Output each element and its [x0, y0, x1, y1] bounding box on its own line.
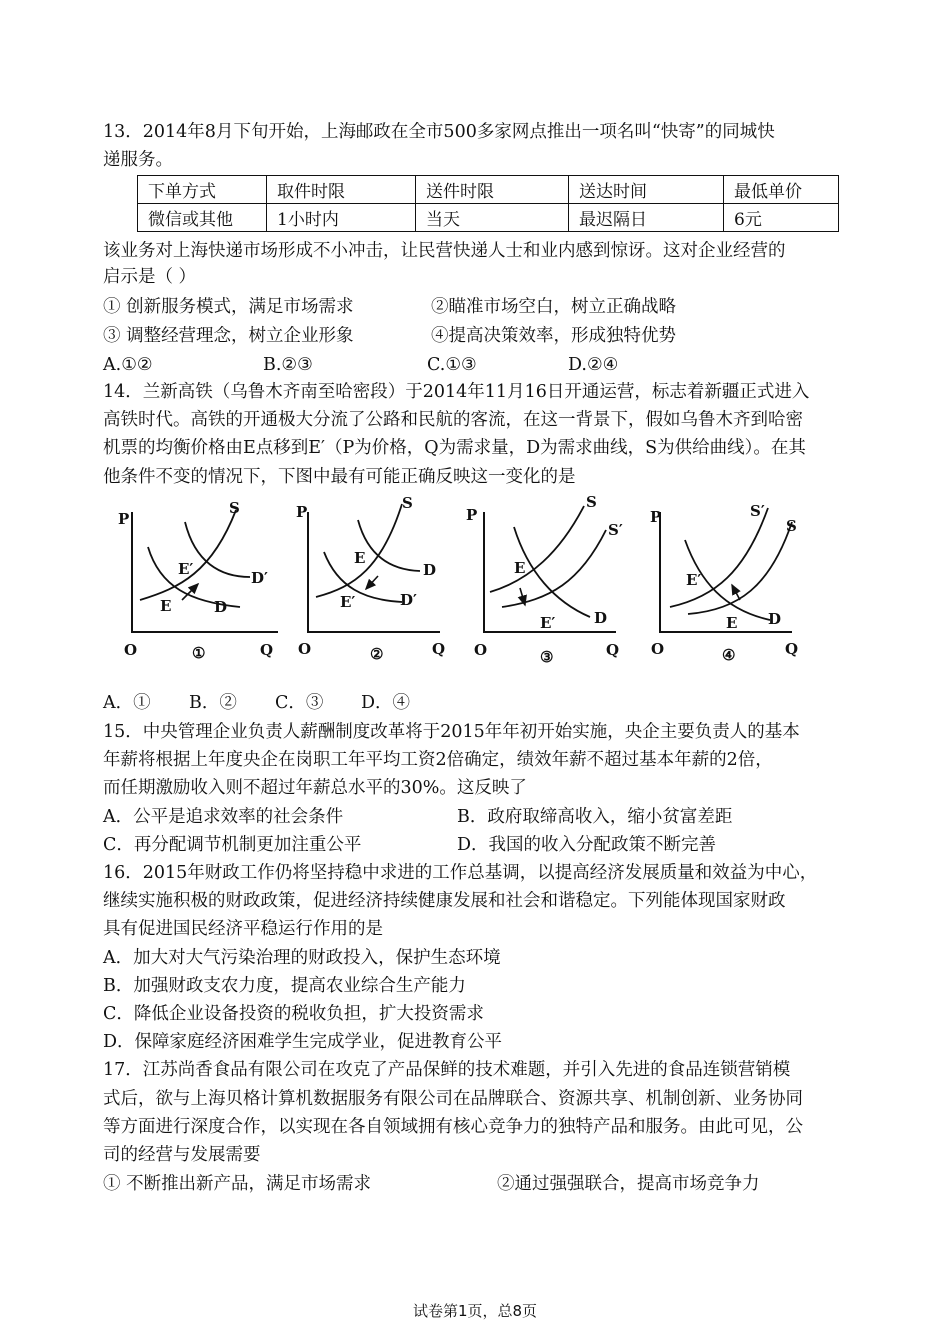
q13-stem-line1: 13．2014年8月下旬开始，上海邮政在全市500多家网点推出一项名叫“快寄”的同城快	[103, 122, 775, 142]
q13-option-b[interactable]: B.②③	[263, 355, 313, 375]
graph-4-curve-label-1: S′	[750, 502, 765, 520]
q16-stem-line2: 继续实施积极的财政政策，促进经济持续健康发展和社会和谐稳定。下列能体现国家财政	[103, 891, 786, 911]
q15-option-d[interactable]: D．我国的收入分配政策不断完善	[457, 835, 717, 855]
graph-2-p-label: P	[296, 503, 308, 521]
table-header-row	[138, 176, 839, 204]
graph-3-q-label: Q	[606, 641, 620, 659]
table-cell: 当天	[416, 204, 569, 232]
graph-1	[118, 499, 278, 662]
table-header-cell: 送件时限	[416, 176, 569, 204]
graph-1-number: ①	[192, 644, 206, 662]
graph-3-point-label-1: E	[514, 559, 526, 577]
q16-option-d[interactable]: D．保障家庭经济困难学生完成学业，促进教育公平	[103, 1032, 503, 1052]
q17-statement-1: ① 不断推出新产品，满足市场需求	[103, 1174, 372, 1194]
graph-2-number: ②	[370, 645, 384, 663]
q14-option-c[interactable]: C．③	[275, 693, 324, 713]
table-header-cell: 取件时限	[267, 176, 416, 204]
table-header-cell: 最低单价	[724, 176, 839, 204]
graph-4-supply-curve	[688, 522, 792, 614]
graph-4-curve-label-3: D	[768, 610, 782, 628]
graph-2-axes	[308, 512, 440, 632]
graph-4-p-label: P	[650, 508, 662, 526]
graph-3-curve-label-2: S′	[608, 521, 623, 539]
table-cell: 最迟隔日	[569, 204, 724, 232]
q14-option-d[interactable]: D．④	[361, 693, 411, 713]
graph-4	[650, 502, 798, 664]
graph-2-shift-arrow	[366, 576, 378, 589]
q15-stem-line2: 年薪将根据上年度央企在岗职工年平均工资2倍确定，绩效年薪不超过基本年薪的2倍，	[103, 750, 773, 770]
q16-option-c[interactable]: C．降低企业设备投资的税收负担，扩大投资需求	[103, 1004, 484, 1024]
graph-4-point-label-2: E	[726, 614, 738, 632]
graph-2-o-label: O	[298, 640, 312, 658]
graph-3-point-label-2: E′	[540, 614, 556, 632]
graph-2-curve-label-3: D′	[400, 591, 417, 609]
graphs-svg	[110, 492, 810, 677]
graph-1-supply-curve	[140, 510, 236, 600]
table-cell: 1小时内	[267, 204, 416, 232]
q13-statement-4: ④提高决策效率，形成独特优势	[431, 326, 676, 346]
q17-stem-line1: 17．江苏尚香食品有限公司在攻克了产品保鲜的技术难题，并引入先进的食品连锁营销模	[103, 1060, 791, 1080]
q14-stem-line4: 他条件不变的情况下，下图中最有可能正确反映这一变化的是	[103, 467, 576, 487]
q15-stem-line3: 而任期激励收入则不超过年薪总水平的30%。这反映了	[103, 778, 527, 798]
graph-1-point-label-1: E′	[178, 560, 194, 578]
q13-statement-2: ②瞄准市场空白，树立正确战略	[431, 297, 676, 317]
graph-4-number: ④	[722, 646, 736, 664]
table-cell: 6元	[724, 204, 839, 232]
graph-1-demand-curve-shifted	[185, 522, 250, 577]
graph-2-curve-label-2: D	[423, 561, 437, 579]
graph-2-curve-label-1: S	[402, 494, 413, 512]
graph-4-q-label: Q	[785, 640, 799, 658]
graph-1-point-label-2: E	[160, 597, 172, 615]
table-header-cell: 下单方式	[138, 176, 267, 204]
graph-4-point-label-1: E′	[686, 571, 702, 589]
graph-3-p-label: P	[466, 506, 478, 524]
graph-1-q-label: Q	[260, 641, 274, 659]
graph-1-curve-label-1: S	[229, 499, 240, 517]
supply-demand-graphs	[110, 492, 810, 677]
q13-option-a[interactable]: A.①②	[103, 355, 153, 375]
q14-stem-line1: 14．兰新高铁（乌鲁木齐南至哈密段）于2014年11月16日开通运营，标志着新疆正式进入	[103, 382, 810, 402]
q17-stem-line3: 等方面进行深度合作，以实现在各自领域拥有核心竞争力的独特产品和服务。由此可见，公	[103, 1117, 803, 1137]
graph-2-point-label-1: E	[354, 549, 366, 567]
q17-statement-2: ②通过强强联合，提高市场竞争力	[497, 1174, 760, 1194]
graph-4-curve-label-2: S	[786, 517, 797, 535]
q16-stem-line1: 16．2015年财政工作仍将坚持稳中求进的工作总基调，以提高经济发展质量和效益为中心，	[103, 863, 818, 883]
graph-3	[466, 493, 623, 666]
graph-1-curve-label-2: D′	[251, 569, 268, 587]
q16-option-a[interactable]: A．加大对大气污染治理的财政投入，保护生态环境	[103, 948, 501, 968]
graph-1-curve-label-3: D	[214, 598, 228, 616]
graph-2	[296, 494, 445, 663]
graph-2-demand-curve	[358, 520, 420, 571]
q15-stem-line1: 15．中央管理企业负责人薪酬制度改革将于2015年年初开始实施，央企主要负责人的基本	[103, 722, 800, 742]
q15-option-b[interactable]: B．政府取缔高收入，缩小贫富差距	[457, 807, 733, 827]
graph-3-o-label: O	[474, 641, 488, 659]
q13-stem-line4: 启示是（ ）	[103, 267, 197, 287]
graph-2-q-label: Q	[432, 640, 446, 658]
table-row	[138, 204, 839, 232]
q15-option-c[interactable]: C．再分配调节机制更加注重公平	[103, 835, 362, 855]
graph-3-curve-label-3: D	[594, 609, 608, 627]
table-header-cell: 送达时间	[569, 176, 724, 204]
q13-service-table	[137, 175, 839, 232]
q13-stem-line3: 该业务对上海快递市场形成不小冲击，让民营快递人士和业内感到惊讶。这对企业经营的	[103, 241, 786, 261]
graph-4-o-label: O	[651, 640, 665, 658]
graph-2-point-label-2: E′	[340, 593, 356, 611]
graph-4-supply-curve-shifted	[670, 508, 768, 607]
graph-4-shift-arrow	[732, 585, 740, 600]
page-footer: 试卷第1页，总8页	[412, 1302, 538, 1320]
q13-statement-1: ① 创新服务模式，满足市场需求	[103, 297, 354, 317]
q16-option-b[interactable]: B．加强财政支农力度，提高农业综合生产能力	[103, 976, 466, 996]
q13-option-d[interactable]: D.②④	[568, 355, 619, 375]
q13-option-c[interactable]: C.①③	[427, 355, 477, 375]
graph-3-number: ③	[540, 648, 554, 666]
q14-option-a[interactable]: A．①	[103, 693, 151, 713]
graph-3-curve-label-1: S	[586, 493, 597, 511]
q17-stem-line4: 司的经营与发展需要	[103, 1145, 261, 1165]
graph-1-p-label: P	[118, 510, 130, 528]
q13-stem-line2: 递服务。	[103, 150, 173, 170]
q14-stem-line3: 机票的均衡价格由E点移到E′（P为价格，Q为需求量，D为需求曲线，S为供给曲线）。在其	[103, 438, 806, 458]
q14-option-b[interactable]: B．②	[189, 693, 237, 713]
q17-stem-line2: 式后，欲与上海贝格计算机数据服务有限公司在品牌联合、资源共享、机制创新、业务协同	[103, 1089, 803, 1109]
graph-1-o-label: O	[124, 641, 138, 659]
q15-option-a[interactable]: A．公平是追求效率的社会条件	[103, 807, 344, 827]
q14-stem-line2: 高铁时代。高铁的开通极大分流了公路和民航的客流，在这一背景下，假如乌鲁木齐到哈密	[103, 410, 803, 430]
table-cell: 微信或其他	[138, 204, 267, 232]
q13-statement-3: ③ 调整经营理念，树立企业形象	[103, 326, 354, 346]
q16-stem-line3: 具有促进国民经济平稳运行作用的是	[103, 919, 383, 939]
